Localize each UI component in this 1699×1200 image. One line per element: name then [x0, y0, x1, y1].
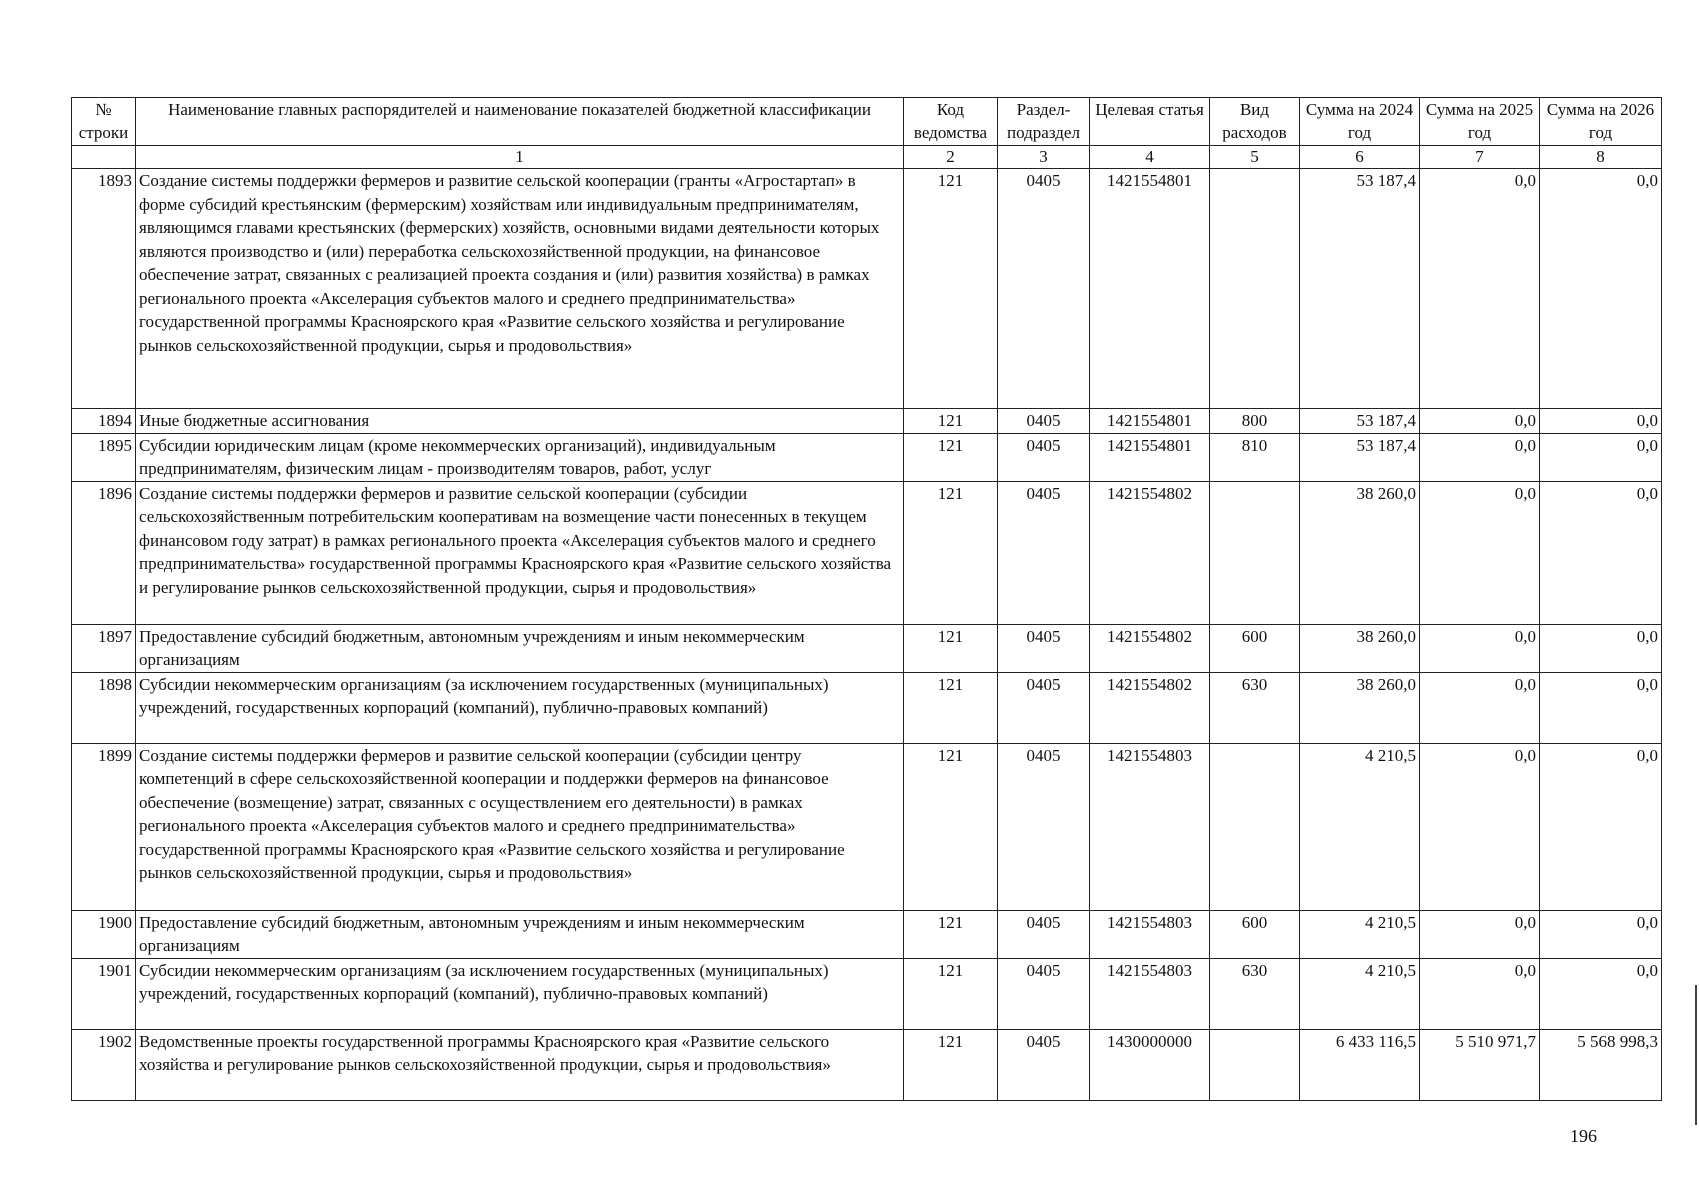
- row-sum-2026: 0,0: [1540, 433, 1662, 481]
- header-target-article: Целевая статья: [1090, 98, 1210, 146]
- row-dept-code: 121: [904, 169, 998, 409]
- row-sum-2026: 5 568 998,3: [1540, 1029, 1662, 1100]
- row-sum-2026: 0,0: [1540, 910, 1662, 958]
- row-dept-code: 121: [904, 672, 998, 743]
- header-name: Наименование главных распорядителей и наименование показателей бюджетной классификации: [136, 98, 904, 146]
- row-section: 0405: [998, 672, 1090, 743]
- row-number: 1897: [72, 624, 136, 672]
- row-name: Предоставление субсидий бюджетным, автономным учреждениям и иным некоммерческим организациям: [136, 624, 904, 672]
- header-section: Раздел-подраздел: [998, 98, 1090, 146]
- table-row: [72, 433, 1662, 481]
- row-target-article: 1421554802: [1090, 624, 1210, 672]
- row-number: 1896: [72, 481, 136, 624]
- row-expense-kind: [1210, 743, 1300, 910]
- header-row-number: № строки: [72, 98, 136, 146]
- header-dept-code: Код ведомства: [904, 98, 998, 146]
- row-target-article: 1421554802: [1090, 481, 1210, 624]
- header-sum-2024: Сумма на 2024 год: [1300, 98, 1420, 146]
- row-dept-code: 121: [904, 743, 998, 910]
- row-section: 0405: [998, 481, 1090, 624]
- table-header: [72, 98, 1662, 169]
- row-sum-2026: 0,0: [1540, 169, 1662, 409]
- row-section: 0405: [998, 910, 1090, 958]
- row-section: 0405: [998, 624, 1090, 672]
- row-dept-code: 121: [904, 433, 998, 481]
- table-row: [72, 409, 1662, 434]
- table-row: [72, 169, 1662, 409]
- row-sum-2024: 53 187,4: [1300, 433, 1420, 481]
- row-expense-kind: 630: [1210, 958, 1300, 1029]
- row-dept-code: 121: [904, 910, 998, 958]
- row-sum-2026: 0,0: [1540, 672, 1662, 743]
- column-number: 6: [1300, 146, 1420, 169]
- row-number: 1898: [72, 672, 136, 743]
- row-name: Субсидии некоммерческим организациям (за исключением государственных (муниципальных) учреждений, государственных корпораций (компаний), публично-правовых компаний): [136, 958, 904, 1029]
- row-dept-code: 121: [904, 481, 998, 624]
- row-expense-kind: [1210, 1029, 1300, 1100]
- table-row: [72, 910, 1662, 958]
- header-row: [72, 98, 1662, 146]
- row-section: 0405: [998, 169, 1090, 409]
- row-section: 0405: [998, 743, 1090, 910]
- row-target-article: 1421554803: [1090, 910, 1210, 958]
- row-sum-2026: 0,0: [1540, 958, 1662, 1029]
- row-number: 1894: [72, 409, 136, 434]
- row-dept-code: 121: [904, 409, 998, 434]
- row-sum-2024: 4 210,5: [1300, 958, 1420, 1029]
- row-number: 1902: [72, 1029, 136, 1100]
- row-name: Субсидии некоммерческим организациям (за исключением государственных (муниципальных) учреждений, государственных корпораций (компаний), публично-правовых компаний): [136, 672, 904, 743]
- row-number: 1900: [72, 910, 136, 958]
- row-sum-2025: 5 510 971,7: [1420, 1029, 1540, 1100]
- row-expense-kind: [1210, 481, 1300, 624]
- row-dept-code: 121: [904, 1029, 998, 1100]
- row-name: Создание системы поддержки фермеров и развитие сельской кооперации (субсидии сельскохозяйственным потребительским кооперативам на возмещение части понесенных в текущем финансовом году затрат) в рамках регионального проекта «Акселерация субъектов малого и среднего предпринимательства» государственной программы Красноярского края «Развитие сельского хозяйства и регулирование рынков сельскохозяйственной продукции, сырья и продовольствия»: [136, 481, 904, 624]
- row-target-article: 1421554802: [1090, 672, 1210, 743]
- column-number: 1: [136, 146, 904, 169]
- row-target-article: 1421554803: [1090, 958, 1210, 1029]
- header-expense-kind: Вид расходов: [1210, 98, 1300, 146]
- row-number: 1901: [72, 958, 136, 1029]
- table-row: [72, 1029, 1662, 1100]
- row-number: 1893: [72, 169, 136, 409]
- column-number: [72, 146, 136, 169]
- row-sum-2024: 4 210,5: [1300, 743, 1420, 910]
- table-body: [72, 169, 1662, 1101]
- row-sum-2026: 0,0: [1540, 624, 1662, 672]
- row-sum-2025: 0,0: [1420, 958, 1540, 1029]
- row-target-article: 1421554801: [1090, 169, 1210, 409]
- page-number: 196: [1570, 1126, 1597, 1146]
- row-expense-kind: 600: [1210, 910, 1300, 958]
- row-target-article: 1421554801: [1090, 433, 1210, 481]
- row-section: 0405: [998, 1029, 1090, 1100]
- table-row: [72, 481, 1662, 624]
- row-expense-kind: 800: [1210, 409, 1300, 434]
- row-sum-2025: 0,0: [1420, 624, 1540, 672]
- column-number: 5: [1210, 146, 1300, 169]
- row-sum-2025: 0,0: [1420, 433, 1540, 481]
- row-sum-2024: 53 187,4: [1300, 409, 1420, 434]
- row-dept-code: 121: [904, 958, 998, 1029]
- header-sum-2025: Сумма на 2025 год: [1420, 98, 1540, 146]
- row-number: 1899: [72, 743, 136, 910]
- column-number-row: [72, 146, 1662, 169]
- row-sum-2025: 0,0: [1420, 910, 1540, 958]
- column-number: 4: [1090, 146, 1210, 169]
- row-sum-2024: 4 210,5: [1300, 910, 1420, 958]
- row-sum-2025: 0,0: [1420, 481, 1540, 624]
- column-number: 2: [904, 146, 998, 169]
- table-row: [72, 743, 1662, 910]
- column-number: 8: [1540, 146, 1662, 169]
- row-sum-2024: 38 260,0: [1300, 672, 1420, 743]
- row-expense-kind: 630: [1210, 672, 1300, 743]
- row-sum-2024: 38 260,0: [1300, 624, 1420, 672]
- row-sum-2026: 0,0: [1540, 743, 1662, 910]
- row-expense-kind: 810: [1210, 433, 1300, 481]
- header-sum-2026: Сумма на 2026 год: [1540, 98, 1662, 146]
- row-sum-2026: 0,0: [1540, 481, 1662, 624]
- row-sum-2025: 0,0: [1420, 169, 1540, 409]
- budget-table: [71, 97, 1662, 1101]
- row-target-article: 1421554801: [1090, 409, 1210, 434]
- row-name: Создание системы поддержки фермеров и развитие сельской кооперации (гранты «Агростартап» в форме субсидий крестьянским (фермерским) хозяйствам или индивидуальным предпринимателям, являющимся главами крестьянских (фермерских) хозяйств, основными видами деятельности которых являются производство и (или) переработка сельскохозяйственной продукции, на финансовое обеспечение затрат, связанных с реализацией проекта создания и (или) развития хозяйства) в рамках регионального проекта «Акселерация субъектов малого и среднего предпринимательства» государственной программы Красноярского края «Развитие сельского хозяйства и регулирование рынков сельскохозяйственной продукции, сырья и продовольствия»: [136, 169, 904, 409]
- row-name: Субсидии юридическим лицам (кроме некоммерческих организаций), индивидуальным предпринимателям, физическим лицам - производителям товаров, работ, услуг: [136, 433, 904, 481]
- row-section: 0405: [998, 433, 1090, 481]
- row-expense-kind: [1210, 169, 1300, 409]
- margin-line: [1695, 985, 1697, 1125]
- row-section: 0405: [998, 409, 1090, 434]
- row-sum-2025: 0,0: [1420, 409, 1540, 434]
- row-expense-kind: 600: [1210, 624, 1300, 672]
- table-row: [72, 672, 1662, 743]
- row-name: Иные бюджетные ассигнования: [136, 409, 904, 434]
- column-number: 3: [998, 146, 1090, 169]
- column-number: 7: [1420, 146, 1540, 169]
- row-number: 1895: [72, 433, 136, 481]
- row-name: Создание системы поддержки фермеров и развитие сельской кооперации (субсидии центру компетенций в сфере сельскохозяйственной кооперации и поддержки фермеров на финансовое обеспечение (возмещение) затрат, связанных с осуществлением его деятельности) в рамках регионального проекта «Акселерация субъектов малого и среднего предпринимательства» государственной программы Красноярского края «Развитие сельского хозяйства и регулирование рынков сельскохозяйственной продукции, сырья и продовольствия»: [136, 743, 904, 910]
- table-row: [72, 624, 1662, 672]
- row-sum-2024: 6 433 116,5: [1300, 1029, 1420, 1100]
- row-section: 0405: [998, 958, 1090, 1029]
- row-name: Ведомственные проекты государственной программы Красноярского края «Развитие сельского хозяйства и регулирование рынков сельскохозяйственной продукции, сырья и продовольствия»: [136, 1029, 904, 1100]
- row-dept-code: 121: [904, 624, 998, 672]
- row-target-article: 1430000000: [1090, 1029, 1210, 1100]
- row-sum-2024: 38 260,0: [1300, 481, 1420, 624]
- row-sum-2025: 0,0: [1420, 672, 1540, 743]
- row-name: Предоставление субсидий бюджетным, автономным учреждениям и иным некоммерческим организациям: [136, 910, 904, 958]
- row-sum-2025: 0,0: [1420, 743, 1540, 910]
- table-row: [72, 958, 1662, 1029]
- row-target-article: 1421554803: [1090, 743, 1210, 910]
- row-sum-2026: 0,0: [1540, 409, 1662, 434]
- row-sum-2024: 53 187,4: [1300, 169, 1420, 409]
